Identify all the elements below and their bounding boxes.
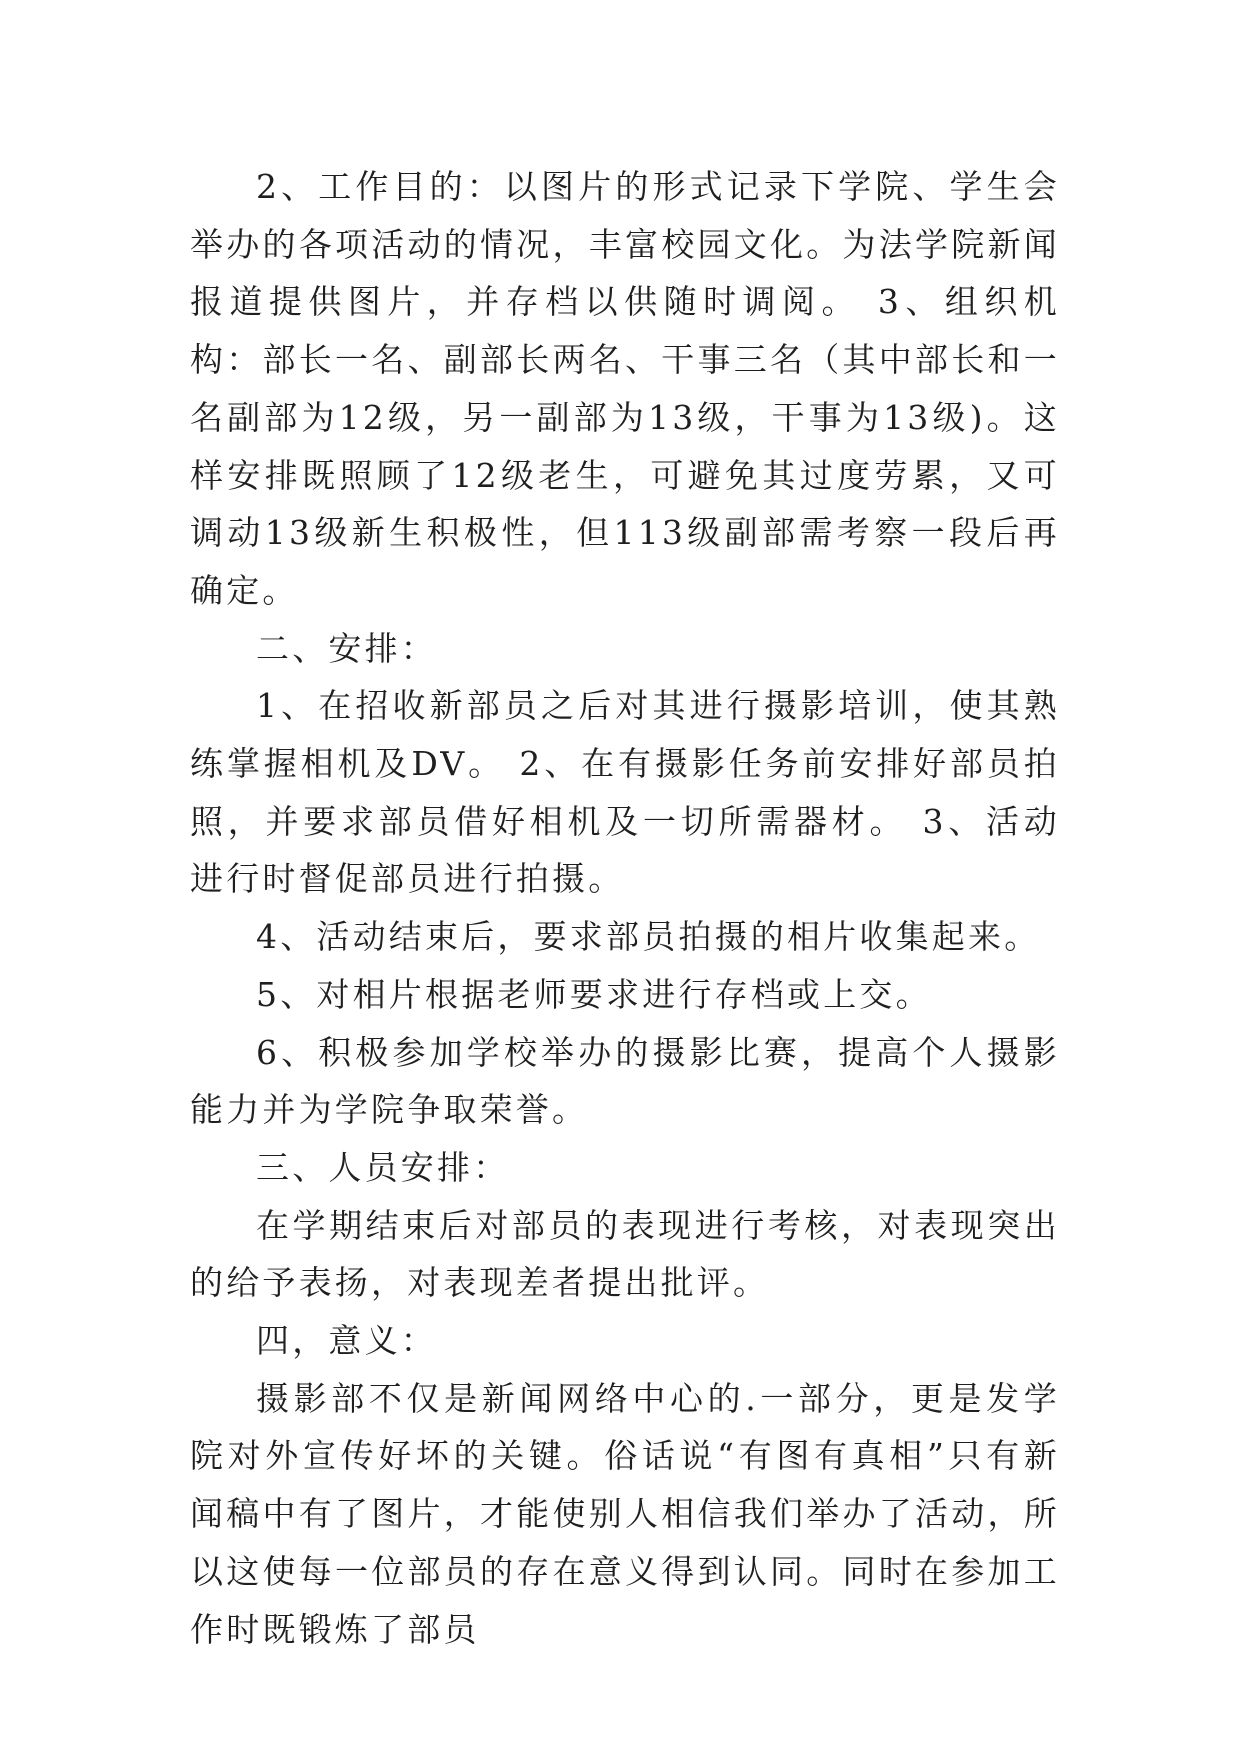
- paragraph-collect-photos: 4、活动结束后，要求部员拍摄的相片收集起来。: [256, 917, 1041, 957]
- paragraph-competition: 6、积极参加学校举办的摄影比赛，提高个人摄影能力并为学院争取荣誉。: [190, 1032, 1060, 1130]
- heading-staff-arrangement: 三、人员安排：: [256, 1147, 510, 1187]
- heading-significance: 四，意义：: [256, 1321, 437, 1361]
- paragraph-archive-photos: 5、对相片根据老师要求进行存档或上交。: [256, 974, 932, 1014]
- paragraph-work-purpose: 2、工作目的：以图片的形式记录下学院、学生会举办的各项活动的情况，丰富校园文化。为法学院新闻报道提供图片，并存档以供随时调阅。 3、组织机构：部长一名、副部长两名、干事三名（其中部长和一名副部为12级，另一副部为13级，干事为13级)。这样安排既照顾了12级老生，可避免其过度劳累，又可调动13级新生积极性，但113级副部需考察一段后再确定。: [190, 167, 1060, 610]
- paragraph-training: 1、在招收新部员之后对其进行摄影培训，使其熟练掌握相机及DV。 2、在有摄影任务前安排好部员拍照，并要求部员借好相机及一切所需器材。 3、活动进行时督促部员进行拍摄。: [190, 686, 1060, 899]
- heading-arrangement: 二、安排：: [256, 628, 437, 668]
- document-body: [190, 158, 1060, 1658]
- paragraph-significance: 摄影部不仅是新闻网络中心的.一部分，更是发学院对外宣传好坏的关键。俗话说“有图有真相”只有新闻稿中有了图片，才能使别人相信我们举办了活动，所以这使每一位部员的存在意义得到认同。同时在参加工作时既锻炼了部员: [190, 1378, 1060, 1649]
- paragraph-evaluation: 在学期结束后对部员的表现进行考核，对表现突出的给予表扬，对表现差者提出批评。: [190, 1205, 1060, 1303]
